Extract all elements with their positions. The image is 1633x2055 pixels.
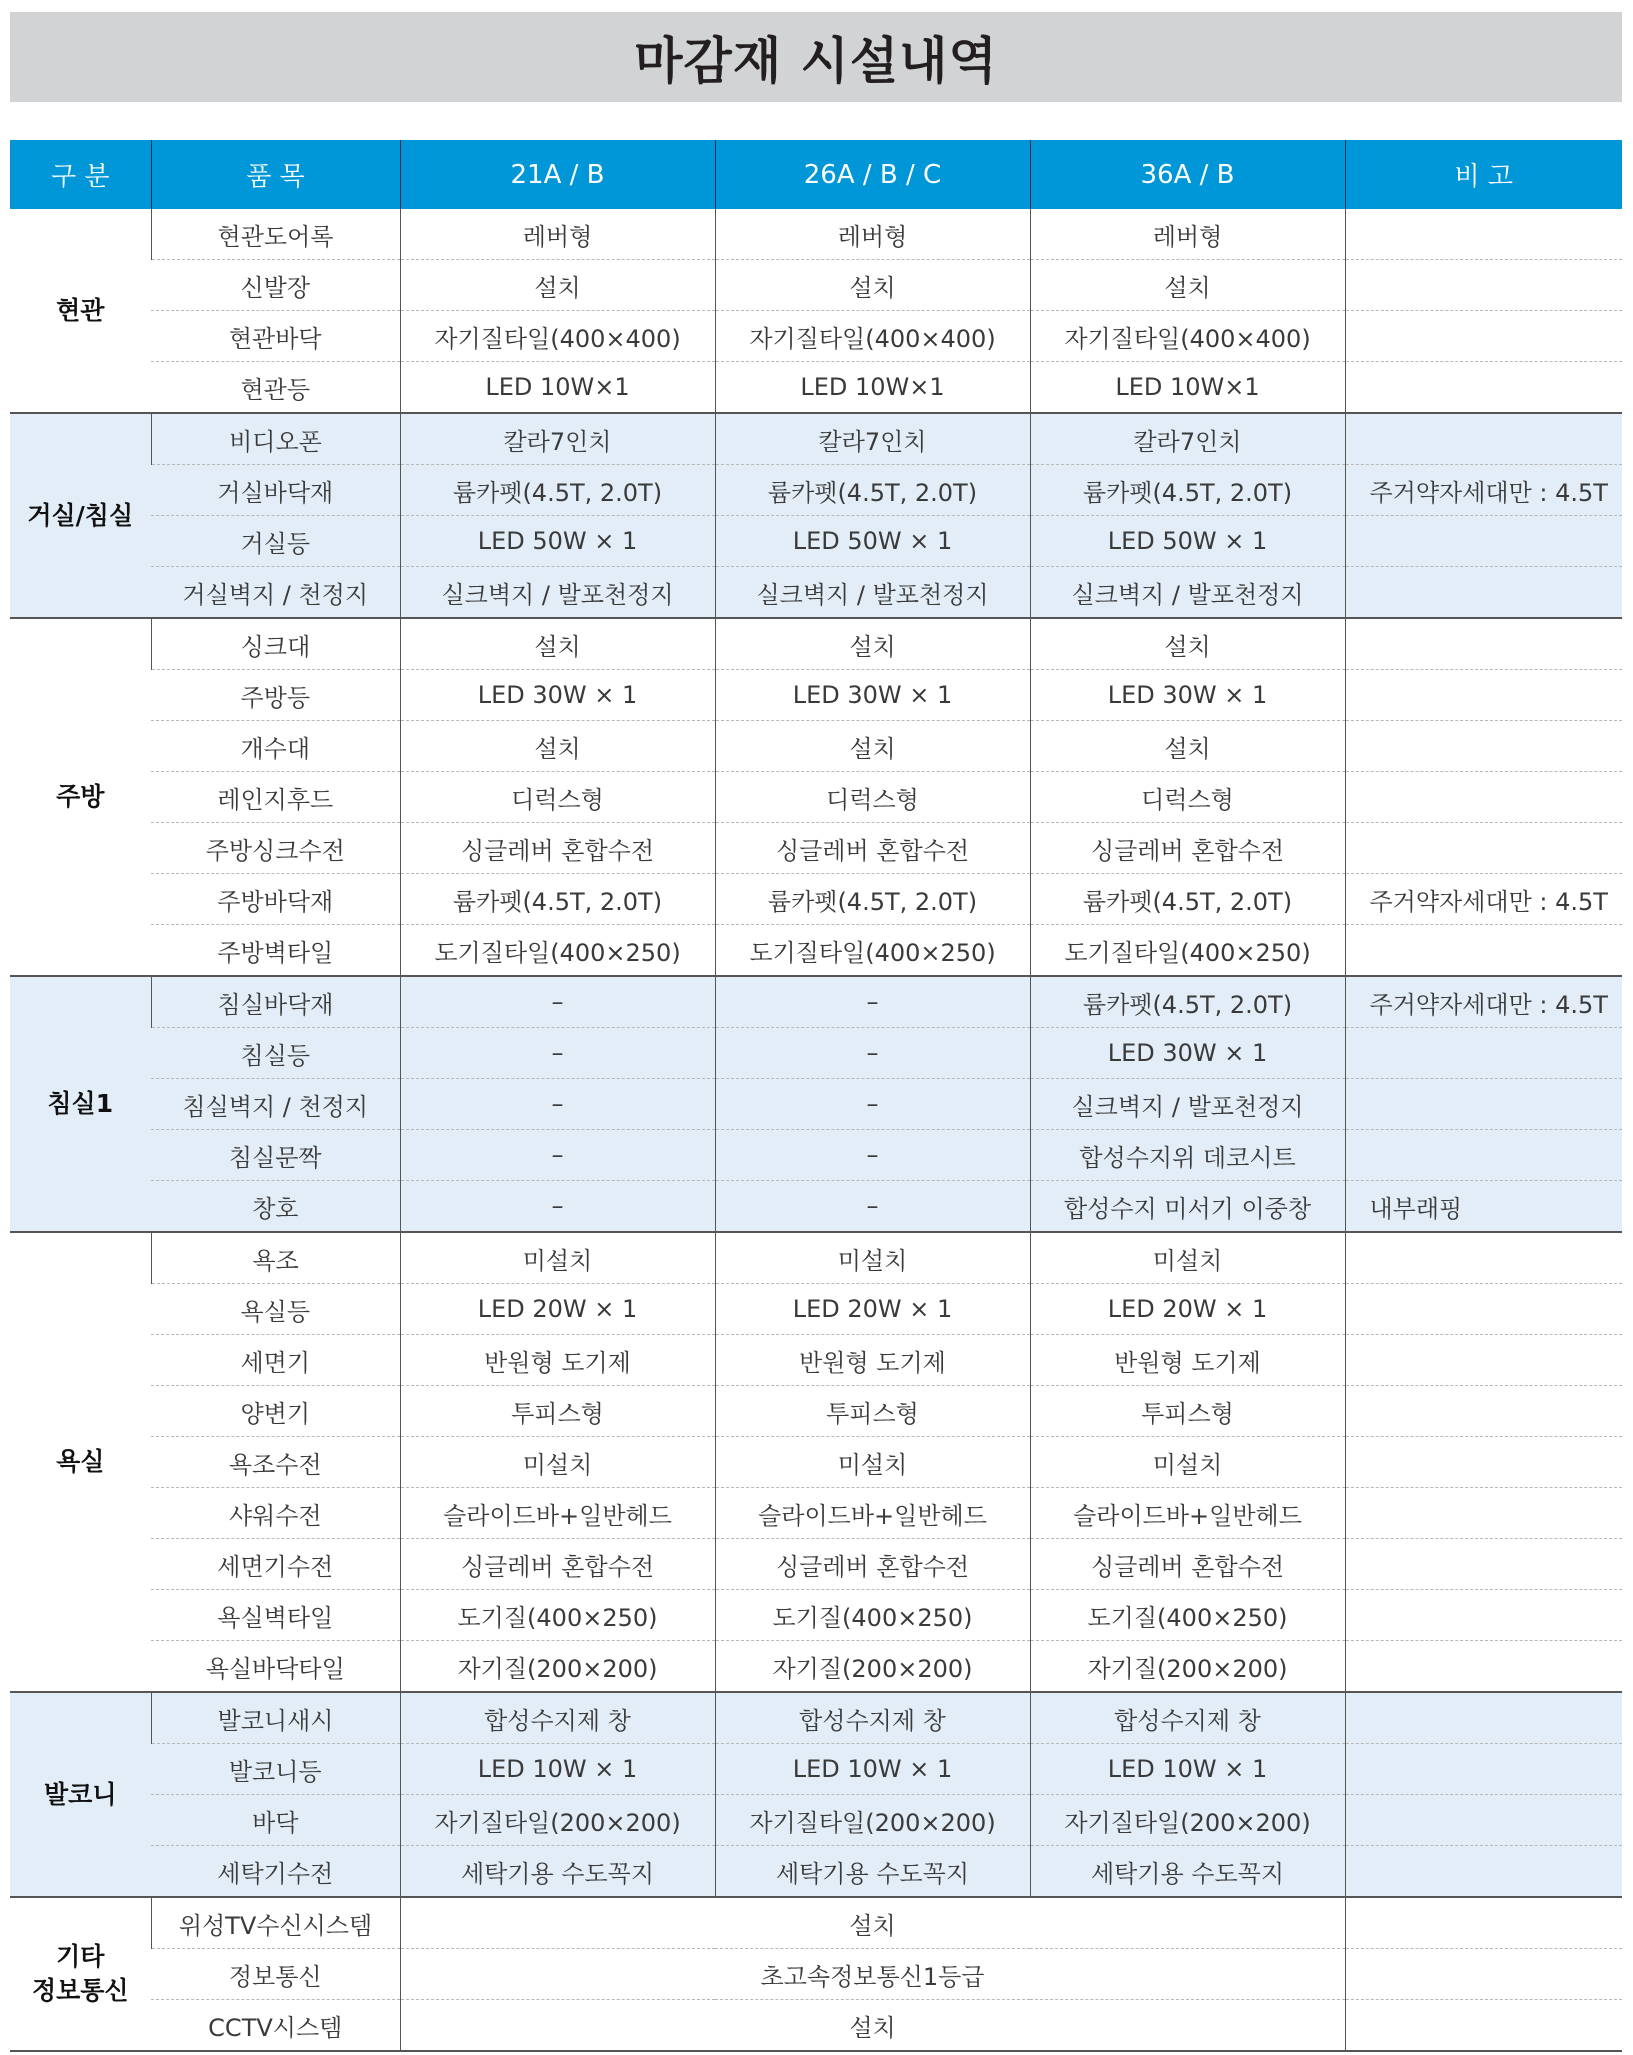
table-section [10,618,1622,976]
table-section [10,1692,1622,1897]
table-row [10,1846,1622,1898]
table-row [10,2000,1622,2052]
item-cell: 세탁기수전 [151,1846,400,1898]
note-cell [1345,1488,1622,1539]
value-21-cell: – [400,1028,715,1079]
note-cell [1345,413,1622,465]
note-cell [1345,1079,1622,1130]
table-row [10,823,1622,874]
value-21-cell: 미설치 [400,1232,715,1284]
item-cell: 침실벽지 / 천정지 [151,1079,400,1130]
note-cell [1345,721,1622,772]
table-row [10,618,1622,670]
note-cell [1345,516,1622,567]
value-26-cell: LED 50W × 1 [715,516,1030,567]
item-cell: 욕실등 [151,1284,400,1335]
note-cell: 주거약자세대만 : 4.5T [1345,976,1622,1028]
value-36-cell: LED 30W × 1 [1030,1028,1345,1079]
item-cell: 거실벽지 / 천정지 [151,567,400,619]
category-cell: 거실/침실 [10,413,151,618]
note-cell [1345,1949,1622,2000]
table-row [10,260,1622,311]
value-36-cell: 도기질타일(400×250) [1030,925,1345,977]
note-cell [1345,260,1622,311]
value-36-cell: LED 30W × 1 [1030,670,1345,721]
value-21-cell: LED 20W × 1 [400,1284,715,1335]
value-26-cell: 싱글레버 혼합수전 [715,823,1030,874]
note-cell [1345,670,1622,721]
category-cell: 현관 [10,209,151,413]
item-cell: 침실바닥재 [151,976,400,1028]
table-row [10,516,1622,567]
note-cell [1345,1897,1622,1949]
table-row [10,209,1622,260]
value-26-cell: LED 10W×1 [715,362,1030,414]
value-36-cell: 싱글레버 혼합수전 [1030,823,1345,874]
table-row [10,1232,1622,1284]
value-21-cell: 반원형 도기제 [400,1335,715,1386]
table-row [10,1692,1622,1744]
table-row [10,1079,1622,1130]
table-section [10,413,1622,618]
value-36-cell: 반원형 도기제 [1030,1335,1345,1386]
value-36-cell: 설치 [1030,260,1345,311]
value-21-cell: 칼라7인치 [400,413,715,465]
note-cell [1345,772,1622,823]
item-cell: 양변기 [151,1386,400,1437]
page-title: 마감재 시설내역 [634,32,998,90]
note-cell [1345,1437,1622,1488]
value-36-cell: 자기질(200×200) [1030,1641,1345,1693]
table-row [10,1590,1622,1641]
note-cell [1345,362,1622,414]
table-section [10,209,1622,413]
value-26-cell: 자기질타일(200×200) [715,1795,1030,1846]
value-21-cell: 레버형 [400,209,715,260]
value-36-cell: 합성수지제 창 [1030,1692,1345,1744]
value-21-cell: 싱글레버 혼합수전 [400,823,715,874]
value-26-cell: – [715,1181,1030,1233]
value-36-cell: LED 10W×1 [1030,362,1345,414]
value-36-cell: 도기질(400×250) [1030,1590,1345,1641]
value-36-cell: 자기질타일(400×400) [1030,311,1345,362]
note-cell [1345,1335,1622,1386]
category-cell: 침실1 [10,976,151,1232]
value-36-cell: 미설치 [1030,1437,1345,1488]
value-21-cell: 세탁기용 수도꼭지 [400,1846,715,1898]
value-36-cell: 륨카펫(4.5T, 2.0T) [1030,465,1345,516]
value-21-cell: 륨카펫(4.5T, 2.0T) [400,465,715,516]
value-26-cell: 자기질타일(400×400) [715,311,1030,362]
value-26-cell: – [715,976,1030,1028]
note-cell [1345,1590,1622,1641]
table-row [10,1744,1622,1795]
table-row [10,1488,1622,1539]
table-row [10,976,1622,1028]
table-row [10,1335,1622,1386]
value-36-cell: 자기질타일(200×200) [1030,1795,1345,1846]
category-cell: 욕실 [10,1232,151,1692]
value-26-cell: 설치 [715,260,1030,311]
value-21-cell: 도기질타일(400×250) [400,925,715,977]
table-row [10,670,1622,721]
value-36-cell: 싱글레버 혼합수전 [1030,1539,1345,1590]
category-cell: 주방 [10,618,151,976]
value-36-cell: LED 20W × 1 [1030,1284,1345,1335]
value-26-cell: LED 10W × 1 [715,1744,1030,1795]
value-36-cell: 설치 [1030,618,1345,670]
value-26-cell: 미설치 [715,1437,1030,1488]
note-cell: 주거약자세대만 : 4.5T [1345,874,1622,925]
value-36-cell: 투피스형 [1030,1386,1345,1437]
note-cell [1345,1692,1622,1744]
header-type-36: 36A / B [1030,140,1345,209]
value-36-cell: 합성수지 미서기 이중창 [1030,1181,1345,1233]
note-cell [1345,823,1622,874]
value-21-cell: 설치 [400,721,715,772]
value-26-cell: 합성수지제 창 [715,1692,1030,1744]
item-cell: 현관도어록 [151,209,400,260]
item-cell: 욕조 [151,1232,400,1284]
value-36-cell: 미설치 [1030,1232,1345,1284]
table-row [10,925,1622,977]
item-cell: 발코니새시 [151,1692,400,1744]
table-row [10,1641,1622,1693]
value-21-cell: 싱글레버 혼합수전 [400,1539,715,1590]
value-21-cell: 자기질타일(400×400) [400,311,715,362]
item-cell: 샤워수전 [151,1488,400,1539]
item-cell: 현관바닥 [151,311,400,362]
value-36-cell: 세탁기용 수도꼭지 [1030,1846,1345,1898]
item-cell: 거실등 [151,516,400,567]
value-36-cell: 디럭스형 [1030,772,1345,823]
item-cell: 욕조수전 [151,1437,400,1488]
item-cell: CCTV시스템 [151,2000,400,2052]
value-21-cell: 자기질타일(200×200) [400,1795,715,1846]
note-cell [1345,1284,1622,1335]
note-cell: 주거약자세대만 : 4.5T [1345,465,1622,516]
note-cell [1345,618,1622,670]
table-row [10,413,1622,465]
item-cell: 침실등 [151,1028,400,1079]
value-21-cell: – [400,1130,715,1181]
note-cell [1345,567,1622,619]
table-section [10,1232,1622,1692]
value-21-cell: 실크벽지 / 발포천정지 [400,567,715,619]
table-row [10,1284,1622,1335]
category-cell: 발코니 [10,1692,151,1897]
table-row [10,1181,1622,1233]
item-cell: 주방바닥재 [151,874,400,925]
value-21-cell: LED 10W×1 [400,362,715,414]
value-21-cell: LED 50W × 1 [400,516,715,567]
header-type-26: 26A / B / C [715,140,1030,209]
table-row [10,1130,1622,1181]
note-cell: 내부래핑 [1345,1181,1622,1233]
value-26-cell: 투피스형 [715,1386,1030,1437]
table-row [10,1386,1622,1437]
table-row [10,721,1622,772]
header-note: 비 고 [1345,140,1622,209]
table-row [10,1539,1622,1590]
value-21-cell: 륨카펫(4.5T, 2.0T) [400,874,715,925]
item-cell: 싱크대 [151,618,400,670]
value-26-cell: 레버형 [715,209,1030,260]
table-row [10,1949,1622,2000]
header-item: 품 목 [151,140,400,209]
item-cell: 신발장 [151,260,400,311]
value-26-cell: – [715,1028,1030,1079]
value-36-cell: 합성수지위 데코시트 [1030,1130,1345,1181]
value-26-cell: 도기질(400×250) [715,1590,1030,1641]
table-row [10,874,1622,925]
table-row [10,362,1622,414]
note-cell [1345,1641,1622,1693]
note-cell [1345,1028,1622,1079]
table-row [10,1897,1622,1949]
value-36-cell: LED 10W × 1 [1030,1744,1345,1795]
item-cell: 발코니등 [151,1744,400,1795]
value-36-cell: LED 50W × 1 [1030,516,1345,567]
value-21-cell: – [400,1079,715,1130]
value-21-cell: 투피스형 [400,1386,715,1437]
value-26-cell: 설치 [715,721,1030,772]
value-26-cell: 슬라이드바+일반헤드 [715,1488,1030,1539]
table-row [10,567,1622,619]
value-26-cell: 세탁기용 수도꼭지 [715,1846,1030,1898]
value-36-cell: 슬라이드바+일반헤드 [1030,1488,1345,1539]
note-cell [1345,925,1622,977]
note-cell [1345,1795,1622,1846]
header-category: 구 분 [10,140,151,209]
value-21-cell: – [400,976,715,1028]
value-26-cell: 디럭스형 [715,772,1030,823]
note-cell [1345,1232,1622,1284]
value-26-cell: LED 20W × 1 [715,1284,1030,1335]
table-row [10,1028,1622,1079]
item-cell: 레인지후드 [151,772,400,823]
item-cell: 바닥 [151,1795,400,1846]
header-type-21: 21A / B [400,140,715,209]
note-cell [1345,1130,1622,1181]
note-cell [1345,311,1622,362]
item-cell: 거실바닥재 [151,465,400,516]
note-cell [1345,1386,1622,1437]
item-cell: 주방싱크수전 [151,823,400,874]
value-26-cell: – [715,1130,1030,1181]
merged-value-cell: 설치 [400,2000,1345,2052]
item-cell: 세면기수전 [151,1539,400,1590]
note-cell [1345,209,1622,260]
value-36-cell: 칼라7인치 [1030,413,1345,465]
value-21-cell: 도기질(400×250) [400,1590,715,1641]
table-row [10,465,1622,516]
value-26-cell: – [715,1079,1030,1130]
note-cell [1345,1846,1622,1898]
table-row [10,772,1622,823]
table-section [10,976,1622,1232]
value-21-cell: 미설치 [400,1437,715,1488]
value-26-cell: 반원형 도기제 [715,1335,1030,1386]
value-21-cell: – [400,1181,715,1233]
value-21-cell: 슬라이드바+일반헤드 [400,1488,715,1539]
value-26-cell: 설치 [715,618,1030,670]
item-cell: 세면기 [151,1335,400,1386]
merged-value-cell: 설치 [400,1897,1345,1949]
table-row [10,311,1622,362]
table-header-row [10,140,1622,209]
table-row [10,1795,1622,1846]
value-26-cell: 실크벽지 / 발포천정지 [715,567,1030,619]
item-cell: 주방등 [151,670,400,721]
value-21-cell: 설치 [400,260,715,311]
item-cell: 욕실바닥타일 [151,1641,400,1693]
value-26-cell: 싱글레버 혼합수전 [715,1539,1030,1590]
merged-value-cell: 초고속정보통신1등급 [400,1949,1345,2000]
finish-materials-table [10,140,1622,2052]
table-section [10,1897,1622,2051]
value-26-cell: 륨카펫(4.5T, 2.0T) [715,874,1030,925]
value-21-cell: LED 10W × 1 [400,1744,715,1795]
note-cell [1345,2000,1622,2052]
value-36-cell: 륨카펫(4.5T, 2.0T) [1030,874,1345,925]
item-cell: 정보통신 [151,1949,400,2000]
category-cell: 기타 정보통신 [10,1897,151,2051]
note-cell [1345,1744,1622,1795]
note-cell [1345,1539,1622,1590]
item-cell: 비디오폰 [151,413,400,465]
value-21-cell: 디럭스형 [400,772,715,823]
value-26-cell: 도기질타일(400×250) [715,925,1030,977]
value-36-cell: 설치 [1030,721,1345,772]
value-26-cell: LED 30W × 1 [715,670,1030,721]
table-row [10,1437,1622,1488]
value-21-cell: 합성수지제 창 [400,1692,715,1744]
value-36-cell: 레버형 [1030,209,1345,260]
value-21-cell: LED 30W × 1 [400,670,715,721]
value-36-cell: 륨카펫(4.5T, 2.0T) [1030,976,1345,1028]
item-cell: 현관등 [151,362,400,414]
item-cell: 위성TV수신시스템 [151,1897,400,1949]
value-26-cell: 미설치 [715,1232,1030,1284]
value-26-cell: 자기질(200×200) [715,1641,1030,1693]
item-cell: 욕실벽타일 [151,1590,400,1641]
item-cell: 주방벽타일 [151,925,400,977]
value-26-cell: 칼라7인치 [715,413,1030,465]
item-cell: 개수대 [151,721,400,772]
title-bar [10,12,1622,102]
item-cell: 창호 [151,1181,400,1233]
value-21-cell: 자기질(200×200) [400,1641,715,1693]
value-26-cell: 륨카펫(4.5T, 2.0T) [715,465,1030,516]
value-36-cell: 실크벽지 / 발포천정지 [1030,1079,1345,1130]
value-21-cell: 설치 [400,618,715,670]
value-36-cell: 실크벽지 / 발포천정지 [1030,567,1345,619]
item-cell: 침실문짝 [151,1130,400,1181]
